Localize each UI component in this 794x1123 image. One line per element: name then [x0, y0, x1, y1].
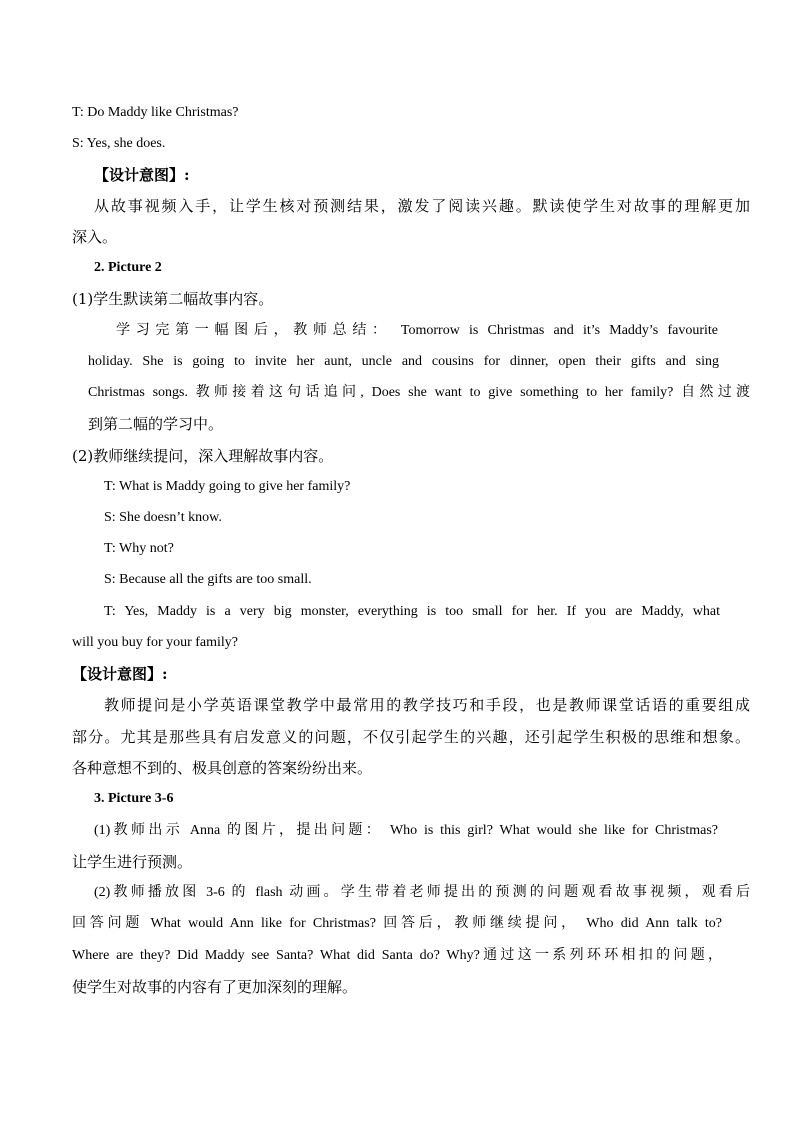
dialogue-line: T: Do Maddy like Christmas?	[72, 105, 239, 120]
dialogue-line: S: She doesn’t know.	[104, 510, 222, 525]
section-heading-picture-2: 2. Picture 2	[94, 260, 162, 275]
paragraph-line: holiday. She is going to invite her aunt, uncle and cousins for dinner, open their gifts and sing	[88, 354, 719, 369]
section-heading-design-intent: 【设计意图】:	[94, 166, 190, 184]
dialogue-line: S: Yes, she does.	[72, 136, 166, 151]
step-line: (1)学生默读第二幅故事内容。	[72, 290, 274, 308]
step-line: (2)教师继续提问，深入理解故事内容。	[72, 447, 334, 465]
paragraph-line: 回答问题 What would Ann like for Christmas? 回答后，教师继续提问， Who did Ann talk to?	[72, 916, 722, 931]
paragraph-line: 从故事视频入手，让学生核对预测结果，激发了阅读兴趣。默读使学生对故事的理解更加	[94, 197, 750, 215]
dialogue-line: S: Because all the gifts are too small.	[104, 572, 312, 587]
paragraph-line: 使学生对故事的内容有了更加深刻的理解。	[72, 978, 358, 996]
dialogue-line: T: What is Maddy going to give her family?	[104, 479, 351, 494]
step-line: (1)教师出示 Anna 的图片，提出问题： Who is this girl? What would she like for Christmas?	[94, 823, 718, 838]
step-line: (2)教师播放图 3-6 的 flash 动画。学生带着老师提出的预测的问题观看故事视频，观看后	[94, 885, 750, 900]
paragraph-line: 各种意想不到的、极具创意的答案纷纷出来。	[72, 759, 373, 777]
section-heading-picture-3-6: 3. Picture 3-6	[94, 791, 174, 806]
paragraph-line: 学习完第一幅图后，教师总结： Tomorrow is Christmas and it’s Maddy’s favourite	[116, 323, 718, 338]
dialogue-line: T: Why not?	[104, 541, 174, 556]
dialogue-line: will you buy for your family?	[72, 635, 239, 650]
paragraph-line: 深入。	[72, 228, 118, 246]
section-heading-design-intent: 【设计意图】:	[72, 665, 168, 683]
paragraph-line: 部分。尤其是那些具有启发意义的问题，不仅引起学生的兴趣，还引起学生积极的思维和想象。	[72, 728, 750, 746]
paragraph-line: 让学生进行预测。	[72, 853, 193, 871]
dialogue-line: T: Yes, Maddy is a very big monster, everything is too small for her. If you are Maddy, what	[104, 604, 720, 619]
paragraph-line: 到第二幅的学习中。	[88, 415, 224, 433]
paragraph-line: 教师提问是小学英语课堂教学中最常用的教学技巧和手段，也是教师课堂话语的重要组成	[104, 696, 750, 714]
paragraph-line: Where are they? Did Maddy see Santa? What did Santa do? Why?通过这一系列环环相扣的问题，	[72, 948, 722, 963]
paragraph-line: Christmas songs. 教师接着这句话追问, Does she want to give something to her family? 自然过渡	[88, 385, 750, 400]
